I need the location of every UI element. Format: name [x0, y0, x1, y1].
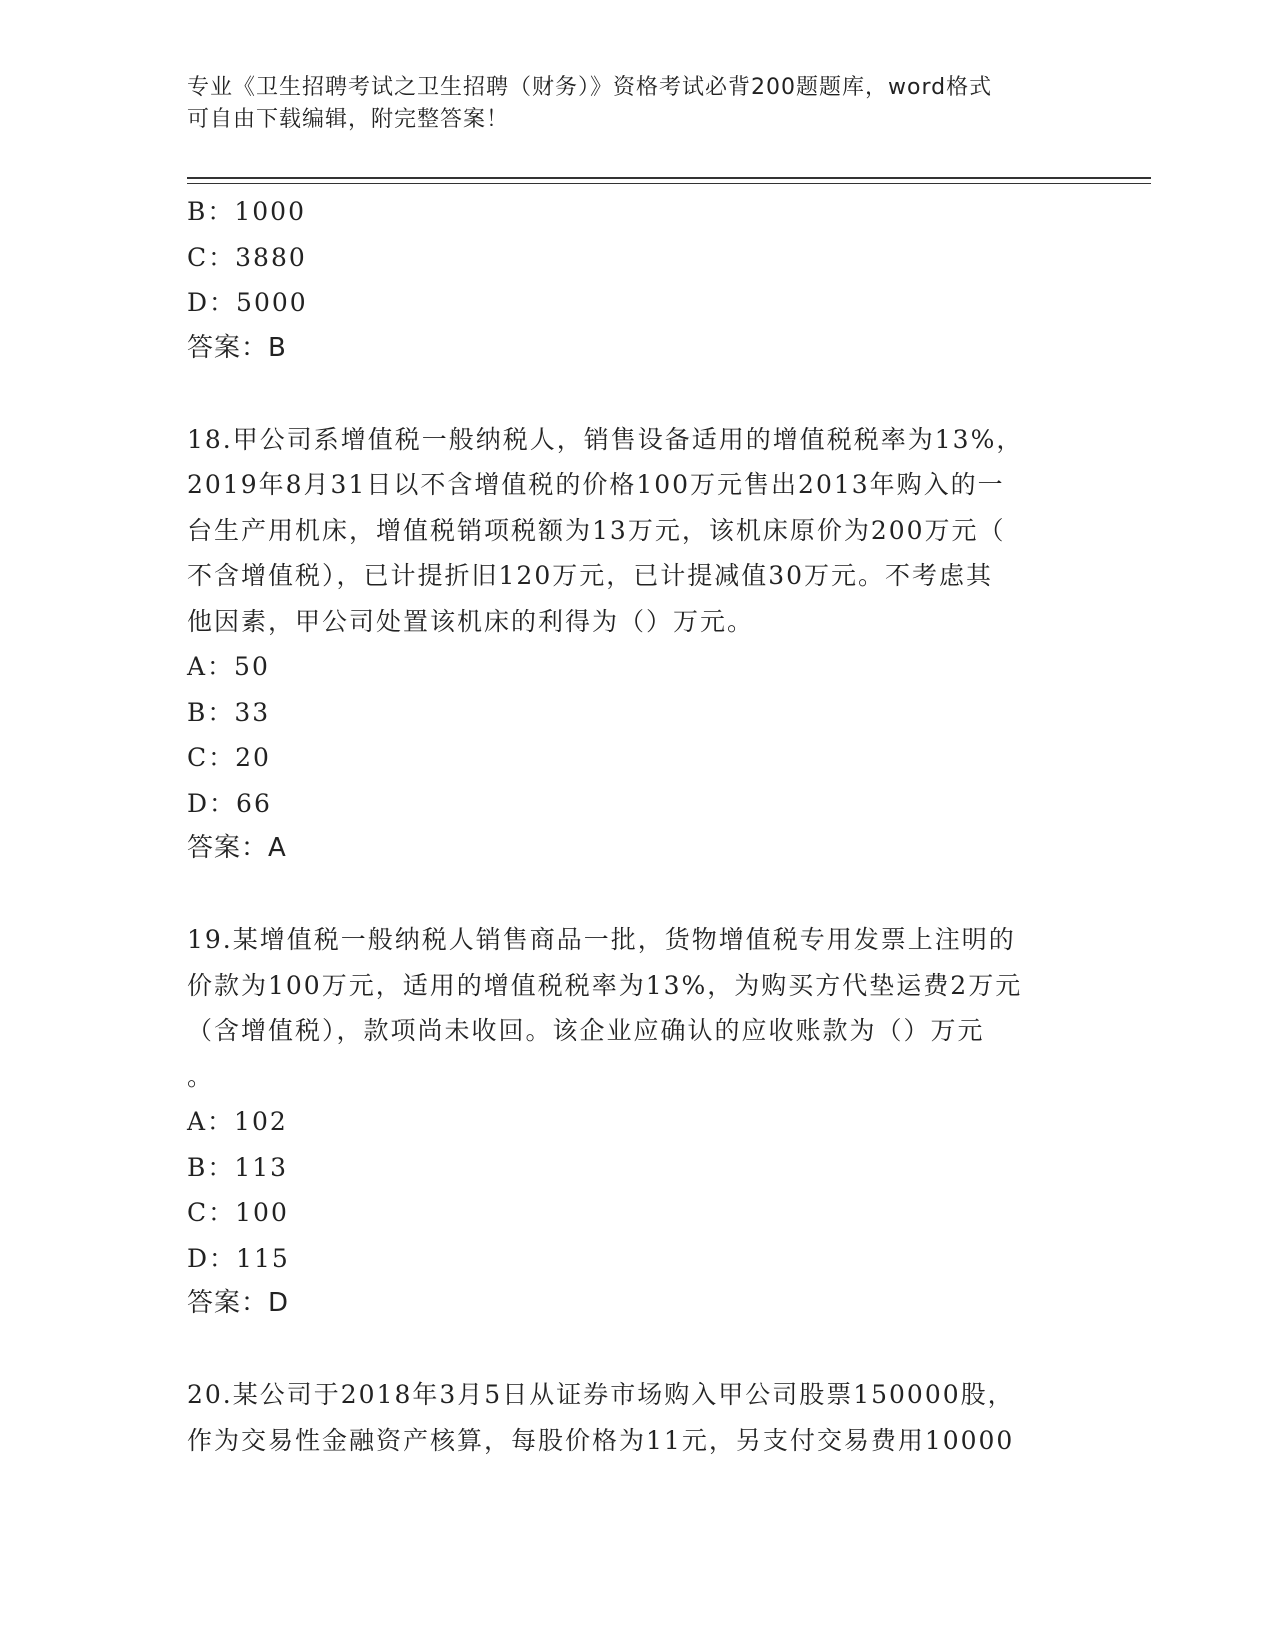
option-c: C：20 — [187, 743, 271, 772]
answer-line: 答案：B — [187, 332, 287, 363]
document-header — [187, 72, 1087, 136]
question-18 — [187, 417, 1087, 872]
option-a: A：102 — [187, 1107, 288, 1136]
option-a: A：50 — [187, 652, 270, 681]
header-divider-thin — [187, 183, 1151, 184]
spacer — [187, 371, 1087, 417]
option-b: B：113 — [187, 1152, 289, 1182]
question-text-line: （含增值税），款项尚未收回。该企业应确认的应收账款为（）万元 — [187, 1016, 985, 1045]
spacer — [187, 872, 1087, 918]
question-text-line: 。 — [187, 1061, 215, 1091]
question-text-line: 台生产用机床，增值税销项税额为13万元，该机床原价为200万元（ — [187, 515, 1006, 545]
question-content — [187, 189, 1087, 1463]
question-text-line: 价款为100万元，适用的增值税税率为13%，为购买方代垫运费2万元 — [187, 970, 1023, 1000]
option-d: D：66 — [187, 788, 272, 818]
header-title-line-1: 专业《卫生招聘考试之卫生招聘（财务）》资格考试必背200题题库，word格式 — [187, 75, 993, 100]
question-20 — [187, 1372, 1087, 1463]
question-text-line: 2019年8月31日以不含增值税的价格100万元售出2013年购入的一 — [187, 470, 1005, 499]
option-c: C：100 — [187, 1198, 289, 1227]
option-b: B：1000 — [187, 197, 306, 226]
option-c: C：3880 — [187, 242, 307, 272]
question-text-line: 19.某增值税一般纳税人销售商品一批，货物增值税专用发票上注明的 — [187, 925, 1016, 954]
question-text-line: 作为交易性金融资产核算，每股价格为11元，另支付交易费用10000 — [187, 1425, 1015, 1455]
question-text-line: 他因素，甲公司处置该机床的利得为（）万元。 — [187, 606, 755, 636]
answer-line: 答案：D — [187, 1288, 290, 1318]
option-b: B：33 — [187, 697, 271, 727]
header-divider-thick — [187, 177, 1151, 179]
question-17 — [187, 189, 1087, 371]
header-title-line-2: 可自由下载编辑，附完整答案！ — [187, 107, 510, 132]
answer-line: 答案：A — [187, 833, 287, 863]
spacer — [187, 1327, 1087, 1373]
question-text-line: 不含增值税），已计提折旧120万元，已计提减值30万元。不考虑其 — [187, 561, 994, 590]
question-text-line: 20.某公司于2018年3月5日从证券市场购入甲公司股票150000股， — [187, 1380, 1015, 1409]
option-d: D：5000 — [187, 288, 308, 317]
question-text-line: 18.甲公司系增值税一般纳税人，销售设备适用的增值税税率为13%， — [187, 424, 1024, 454]
question-19 — [187, 917, 1087, 1327]
option-d: D：115 — [187, 1243, 290, 1273]
